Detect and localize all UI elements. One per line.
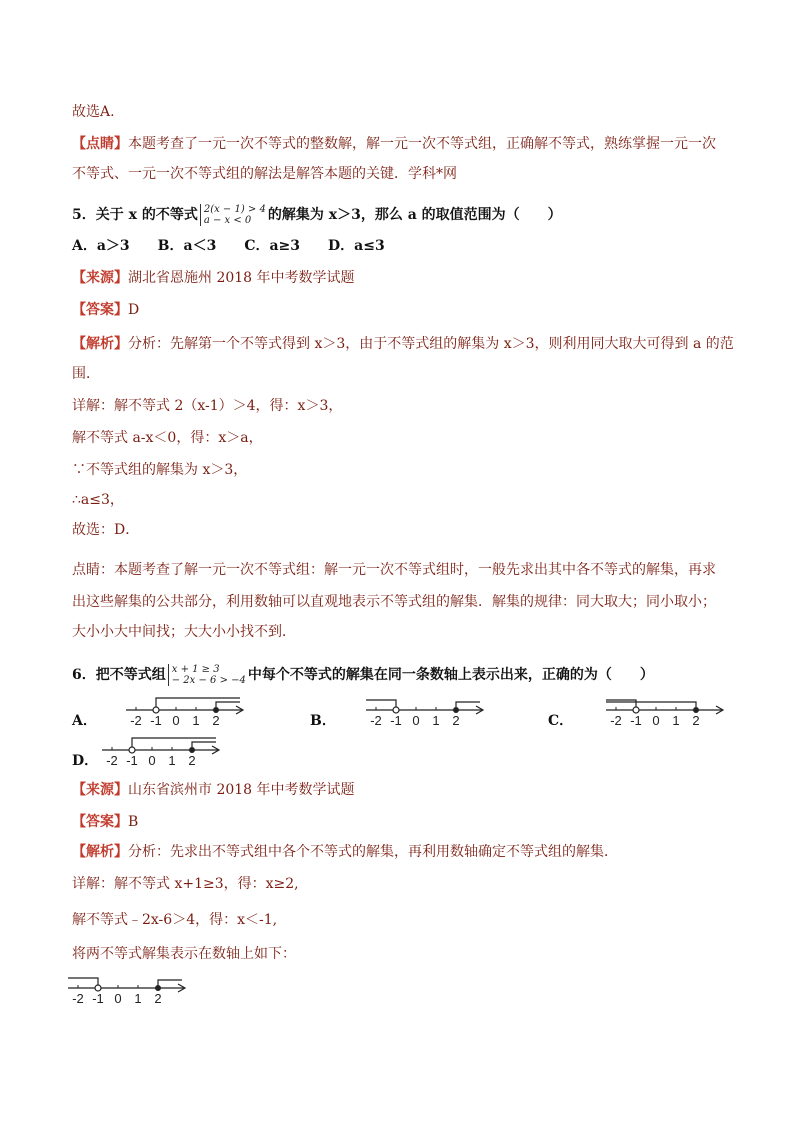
tag: 【答案】: [72, 814, 128, 830]
ineq-2: a − x < 0: [203, 215, 252, 226]
option-d-label: D．: [72, 753, 99, 769]
tick-label: 1: [134, 991, 142, 1006]
answer-line: [72, 812, 138, 832]
closed-dot: [189, 747, 195, 753]
text: 分析：先求出不等式组中各个不等式的解集，再利用数轴确定不等式组的解集．: [128, 844, 618, 860]
number-line-c: [604, 696, 729, 728]
inequality-system: [200, 204, 266, 226]
tick-label: 2: [154, 991, 162, 1006]
tag: 【答案】: [72, 302, 128, 318]
source-line: [72, 268, 355, 288]
text-line: 故选：D．: [72, 522, 140, 538]
closed-dot: [213, 707, 219, 713]
tick-label: -1: [92, 991, 104, 1006]
open-dot: [129, 747, 135, 753]
question-6: [72, 661, 654, 689]
q6-prefix: 6．把不等式组: [72, 667, 166, 683]
solution-ray-from-left: [132, 738, 216, 750]
number-line-solution: [66, 970, 191, 1006]
text-line: [72, 134, 716, 154]
analysis-line: [72, 842, 618, 862]
solution-ray-from-left: [156, 698, 240, 710]
text: 本题考查了一元一次不等式的整数解，解一元一次不等式组，正确解不等式，熟练掌握一元一次: [128, 136, 716, 152]
tick-label: 1: [672, 713, 680, 728]
q5-prefix: 5．关于 x 的不等式: [72, 207, 198, 223]
text-line: 围．: [72, 366, 100, 382]
text-line: 解不等式 a-x＜0，得：x＞a，: [72, 430, 263, 446]
q6-suffix: 中每个不等式的解集在同一条数轴上表示出来，正确的为（ ）: [247, 667, 654, 683]
open-dot: [153, 707, 159, 713]
closed-dot: [453, 707, 459, 713]
number-line-d: [100, 736, 225, 768]
q5-suffix: 的解集为 x＞3，那么 a 的取值范围为（ ）: [267, 207, 562, 223]
text-line: ∴a≤3，: [72, 492, 124, 508]
text-line: 故选A.: [72, 104, 115, 120]
open-dot: [633, 707, 639, 713]
tag: 【来源】: [72, 270, 128, 286]
tick-label: 0: [412, 713, 420, 728]
open-dot: [95, 985, 101, 991]
text-line: 详解：解不等式 2（x-1）＞4，得：x＞3，: [72, 398, 343, 414]
tick-label: 1: [192, 713, 200, 728]
open-dot: [393, 707, 399, 713]
solution-ray-to-right: [606, 702, 696, 710]
tick-label: 1: [168, 753, 176, 768]
tag: 【解析】: [72, 844, 128, 860]
tick-label: -1: [630, 713, 642, 728]
tag: 【点睛】: [72, 136, 128, 152]
q5-options: A．a＞3 B．a＜3 C．a≥3 D．a≤3: [72, 238, 385, 254]
tick-label: 0: [652, 713, 660, 728]
closed-dot: [155, 985, 161, 991]
tick-label: -1: [150, 713, 162, 728]
text: D: [128, 302, 140, 318]
text: B: [128, 814, 139, 830]
tick-label: -2: [610, 713, 622, 728]
tick-label: 0: [114, 991, 122, 1006]
tick-label: -2: [106, 753, 118, 768]
text-line: ∵不等式组的解集为 x＞3，: [72, 462, 248, 478]
text-line: 大小小大中间找；大大小小找不到．: [72, 624, 296, 640]
analysis-line: [72, 334, 734, 354]
text-line: 详解：解不等式 x+1≥3，得：x≥2,: [72, 876, 299, 892]
text: 分析：先解第一个不等式得到 x＞3，由于不等式组的解集为 x＞3，则利用同大取大可得到 a 的范: [128, 336, 734, 352]
text-line: 解不等式﹣2x-6＞4，得：x＜-1,: [72, 912, 278, 928]
tick-label: -1: [126, 753, 138, 768]
text-line: 将两不等式解集表示在数轴上如下：: [72, 946, 296, 962]
tick-label: -1: [390, 713, 402, 728]
text: 湖北省恩施州 2018 年中考数学试题: [128, 270, 355, 286]
solution-ray-left: [366, 700, 396, 710]
ineq-1: x + 1 ≥ 3: [171, 664, 220, 675]
text: 山东省滨州市 2018 年中考数学试题: [128, 782, 355, 798]
option-c-label: C．: [548, 713, 574, 729]
tick-label: 0: [172, 713, 180, 728]
tick-label: 0: [148, 753, 156, 768]
number-line-b: [364, 696, 489, 728]
text-line: 不等式、一元一次不等式组的解法是解答本题的关键．学科*网: [72, 166, 457, 182]
ineq-2: − 2x − 6 > −4: [171, 675, 246, 686]
tick-label: -2: [370, 713, 382, 728]
option-b-label: B．: [310, 713, 336, 729]
question-5: [72, 202, 562, 228]
text-line: 点睛：本题考查了解一元一次不等式组：解一元一次不等式组时，一般先求出其中各不等式的解集，再求: [72, 562, 716, 578]
tag: 【来源】: [72, 782, 128, 798]
tick-label: 2: [188, 753, 196, 768]
tick-label: 2: [212, 713, 220, 728]
text-line: 出这些解集的公共部分，利用数轴可以直观地表示不等式组的解集．解集的规律：同大取大；同小取小；: [72, 594, 716, 610]
option-a-label: A．: [72, 713, 97, 729]
answer-line: [72, 300, 139, 320]
source-line: [72, 780, 355, 800]
number-line-a: [124, 696, 249, 728]
solution-ray-left: [68, 978, 98, 988]
inequality-system: [168, 664, 246, 686]
tick-label: 2: [452, 713, 460, 728]
tick-label: 2: [692, 713, 700, 728]
tag: 【解析】: [72, 336, 128, 352]
tick-label: -2: [72, 991, 84, 1006]
ineq-1: 2(x − 1) > 4: [203, 204, 266, 215]
tick-label: 1: [432, 713, 440, 728]
closed-dot: [693, 707, 699, 713]
tick-label: -2: [130, 713, 142, 728]
